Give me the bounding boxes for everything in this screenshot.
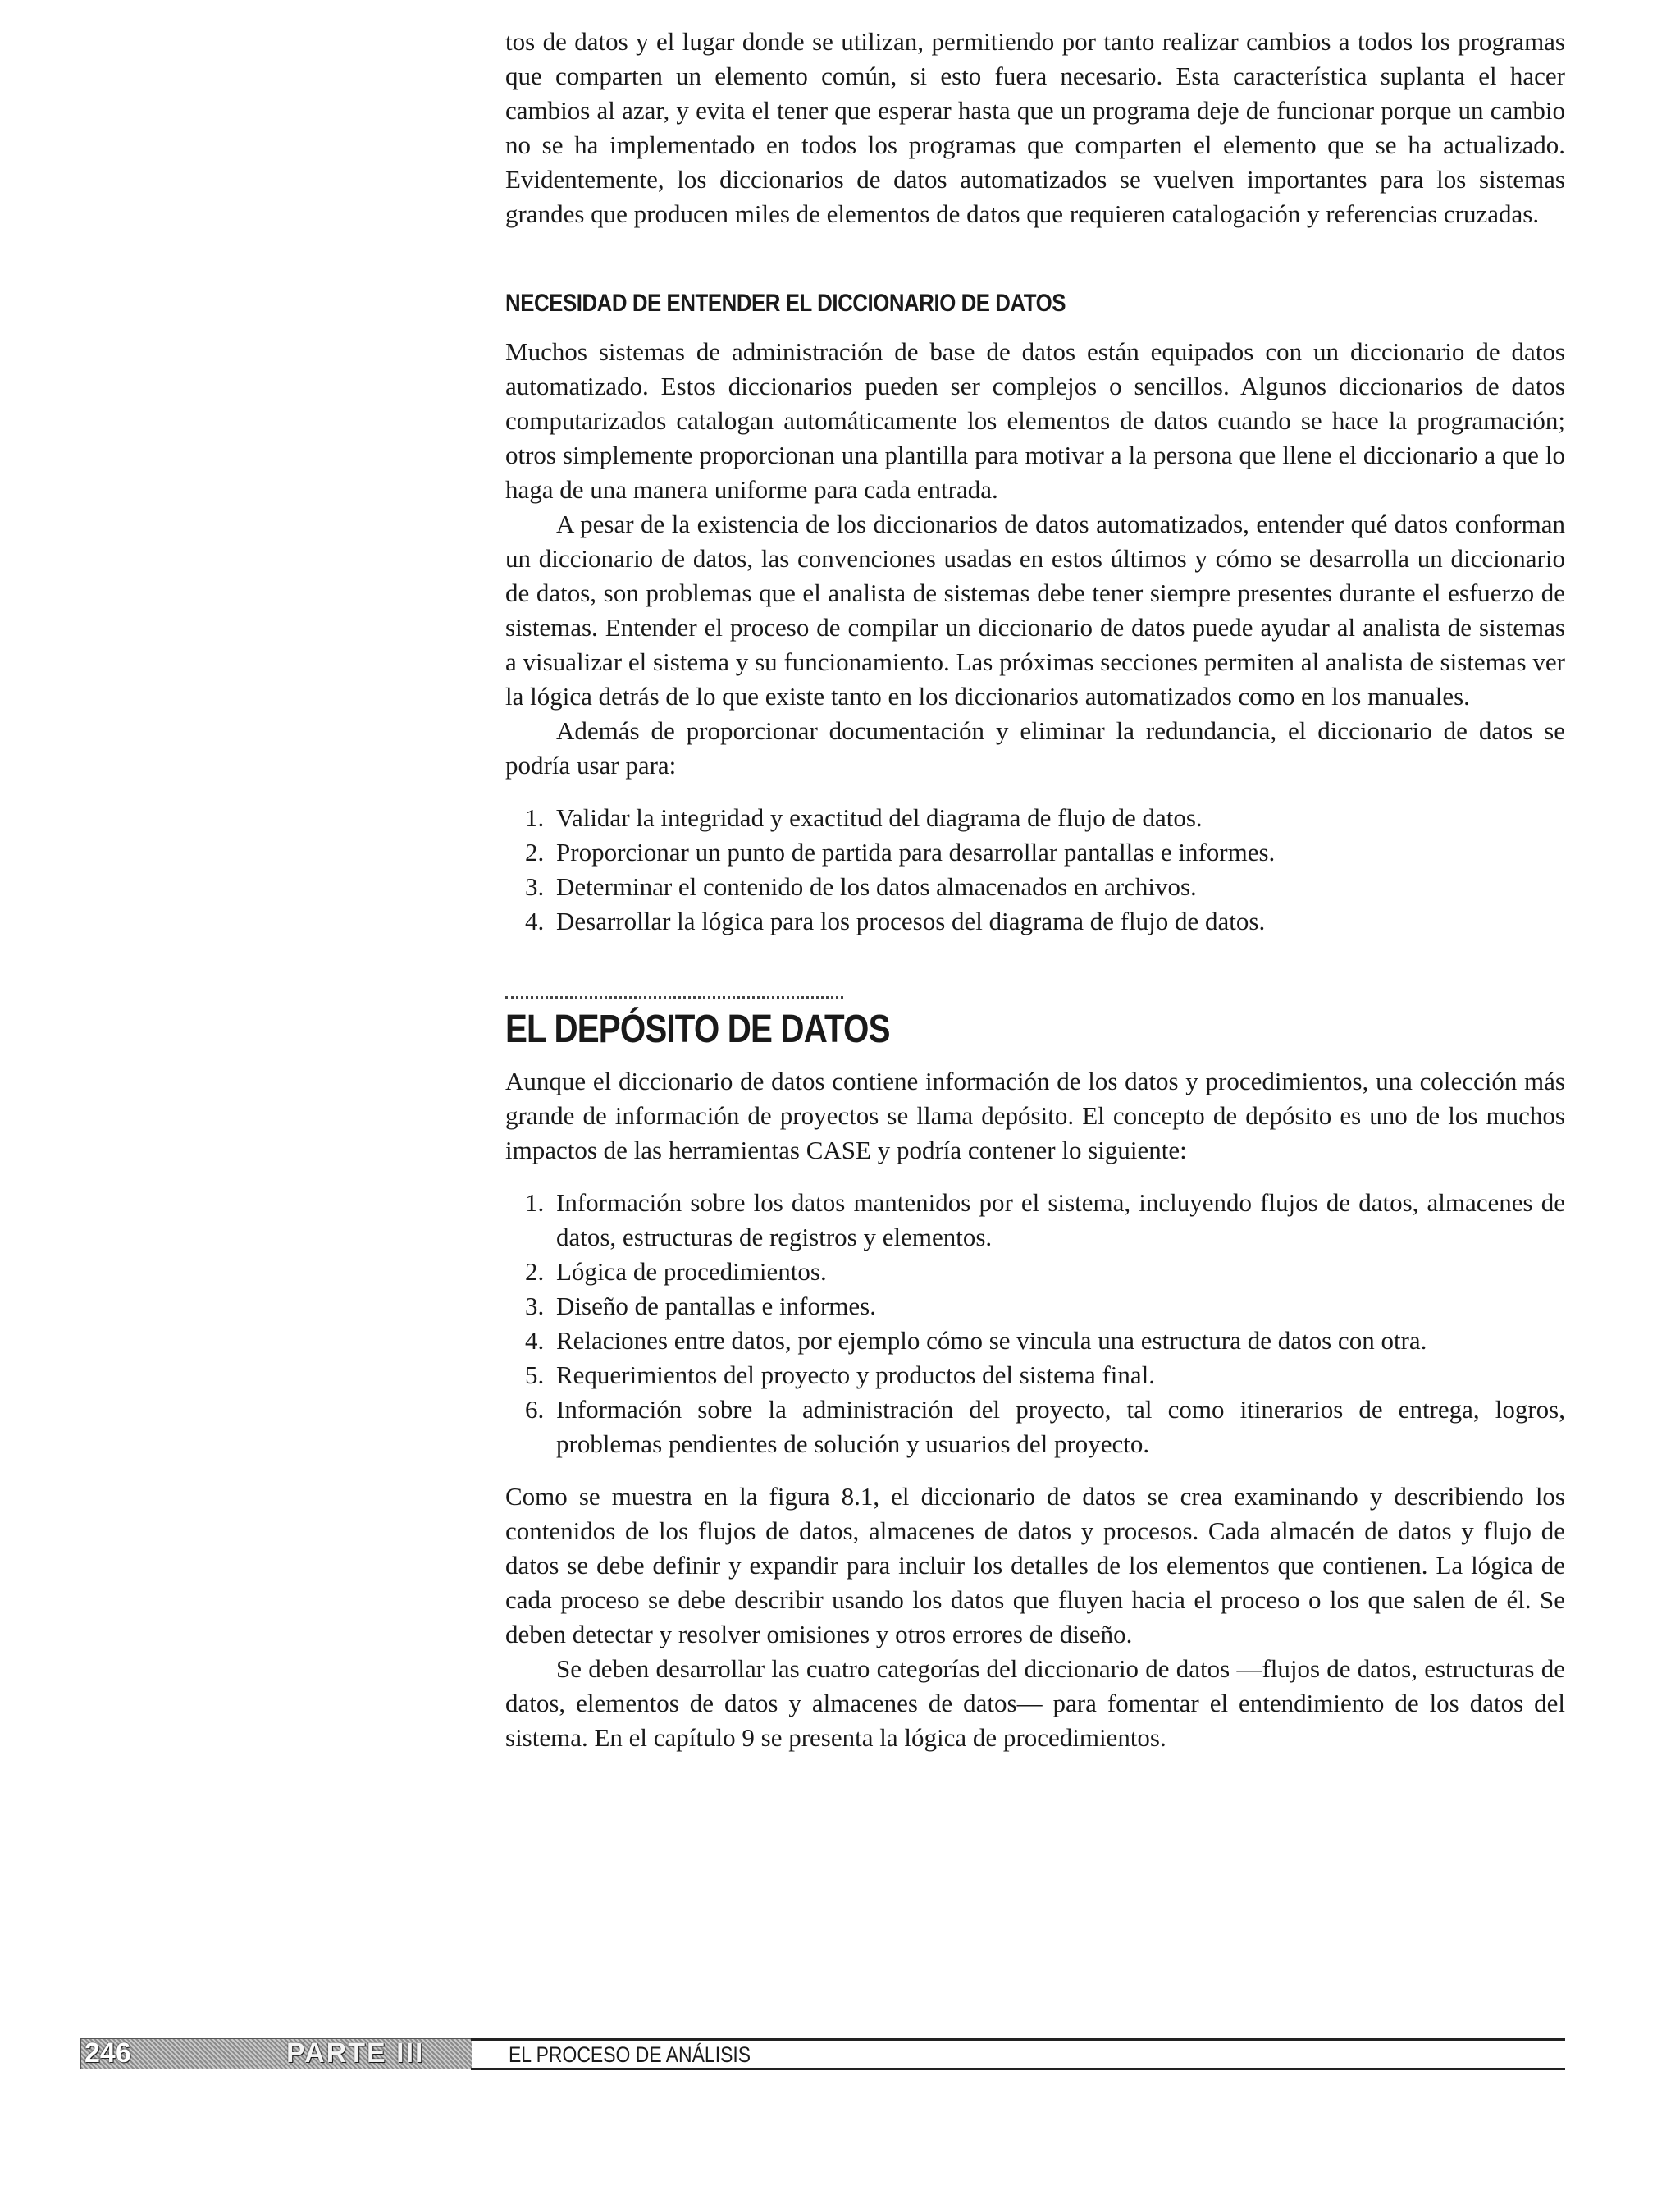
- list-item: 3. Diseño de pantallas e informes.: [525, 1292, 876, 1320]
- paragraph-necesidad-3: Además de proporcionar documentación y eliminar la redundancia, el diccionario de datos se podría usar para:: [505, 716, 1565, 780]
- footer-rule-top: [471, 2038, 1565, 2041]
- footer-part-band: [80, 2038, 472, 2069]
- paragraph-deposito-3: Se deben desarrollar las cuatro categorías del diccionario de datos —flujos de datos, estructuras de datos, elementos de datos y almacenes de datos— para fomentar el entendimiento de los datos del sistema. En el capítulo 9 se presenta la lógica de procedimientos.: [505, 1654, 1565, 1752]
- list-item: 1. Validar la integridad y exactitud del diagrama de flujo de datos.: [525, 803, 1203, 832]
- page-number: 246: [84, 2037, 131, 2069]
- part-label: PARTE III: [286, 2037, 425, 2069]
- footer-rule-bottom: [471, 2068, 1565, 2070]
- section-heading-necesidad: NECESIDAD DE ENTENDER EL DICCIONARIO DE DATOS: [505, 290, 1066, 317]
- list-item: 2. Proporcionar un punto de partida para desarrollar pantallas e informes.: [525, 838, 1276, 867]
- list-item: 6. Información sobre la administración del proyecto, tal como itinerarios de entrega, logros, problemas pendientes de solución y usuarios del proyecto.: [525, 1395, 1565, 1458]
- list-item: 4. Relaciones entre datos, por ejemplo cómo se vincula una estructura de datos con otra.: [525, 1326, 1427, 1355]
- list-item: 5. Requerimientos del proyecto y productos del sistema final.: [525, 1360, 1156, 1389]
- footer-section-title: EL PROCESO DE ANÁLISIS: [509, 2042, 751, 2067]
- list-deposito-contenido: [505, 1186, 1565, 1461]
- list-item: 3. Determinar el contenido de los datos almacenados en archivos.: [525, 872, 1197, 901]
- section-heading-deposito: EL DEPÓSITO DE DATOS: [505, 1008, 890, 1051]
- list-item: 2. Lógica de procedimientos.: [525, 1257, 827, 1286]
- paragraph-deposito-2: Como se muestra en la figura 8.1, el diccionario de datos se crea examinando y describiendo los contenidos de los flujos de datos, almacenes de datos y procesos. Cada almacén de datos y flujo de datos se debe definir y expandir para incluir los detalles de los elementos que contienen. La lógica de cada proceso se debe describir usando los datos que fluyen hacia el proceso o los que salen de él. Se deben detectar y resolver omisiones y otros errores de diseño.: [505, 1482, 1565, 1648]
- paragraph-necesidad-1: Muchos sistemas de administración de base de datos están equipados con un diccionario de datos automatizado. Estos diccionarios pueden ser complejos o sencillos. Algunos diccionarios de datos computarizados catalogan automáticamente los elementos de datos cuando se hace la programación; otros simplemente proporcionan una plantilla para motivar a la persona que llene el diccionario a que lo haga de una manera uniforme para cada entrada.: [505, 337, 1565, 504]
- list-usos-diccionario: [505, 801, 1565, 939]
- paragraph-intro: tos de datos y el lugar donde se utilizan, permitiendo por tanto realizar cambios a todos los programas que comparten un elemento común, si esto fuera necesario. Esta característica suplanta el hacer cambios al azar, y evita el tener que esperar hasta que un programa deje de funcionar porque un cambio no se ha implementado en todos los programas que comparten el elemento que se ha actualizado. Evidentemente, los diccionarios de datos automatizados se vuelven importantes para los sistemas grandes que producen miles de elementos de datos que requieren catalogación y referencias cruzadas.: [505, 27, 1565, 228]
- paragraph-deposito-1: Aunque el diccionario de datos contiene información de los datos y procedimientos, una colección más grande de información de proyectos se llama depósito. El concepto de depósito es uno de los muchos impactos de las herramientas CASE y podría contener lo siguiente:: [505, 1067, 1565, 1164]
- page-body: [505, 25, 1565, 1755]
- paragraph-necesidad-2: A pesar de la existencia de los diccionarios de datos automatizados, entender qué datos conforman un diccionario de datos, las convenciones usadas en estos últimos y cómo se desarrolla un diccionario de datos, son problemas que el analista de sistemas debe tener siempre presentes durante el esfuerzo de sistemas. Entender el proceso de compilar un diccionario de datos puede ayudar al analista de sistemas a visualizar el sistema y su funcionamiento. Las próximas secciones permiten al analista de sistemas ver la lógica detrás de lo que existe tanto en los diccionarios automatizados como en los manuales.: [505, 510, 1565, 711]
- list-item: 1. Información sobre los datos mantenidos por el sistema, incluyendo flujos de datos, almacenes de datos, estructuras de registros y elementos.: [525, 1188, 1565, 1251]
- list-item: 4. Desarrollar la lógica para los procesos del diagrama de flujo de datos.: [525, 907, 1266, 935]
